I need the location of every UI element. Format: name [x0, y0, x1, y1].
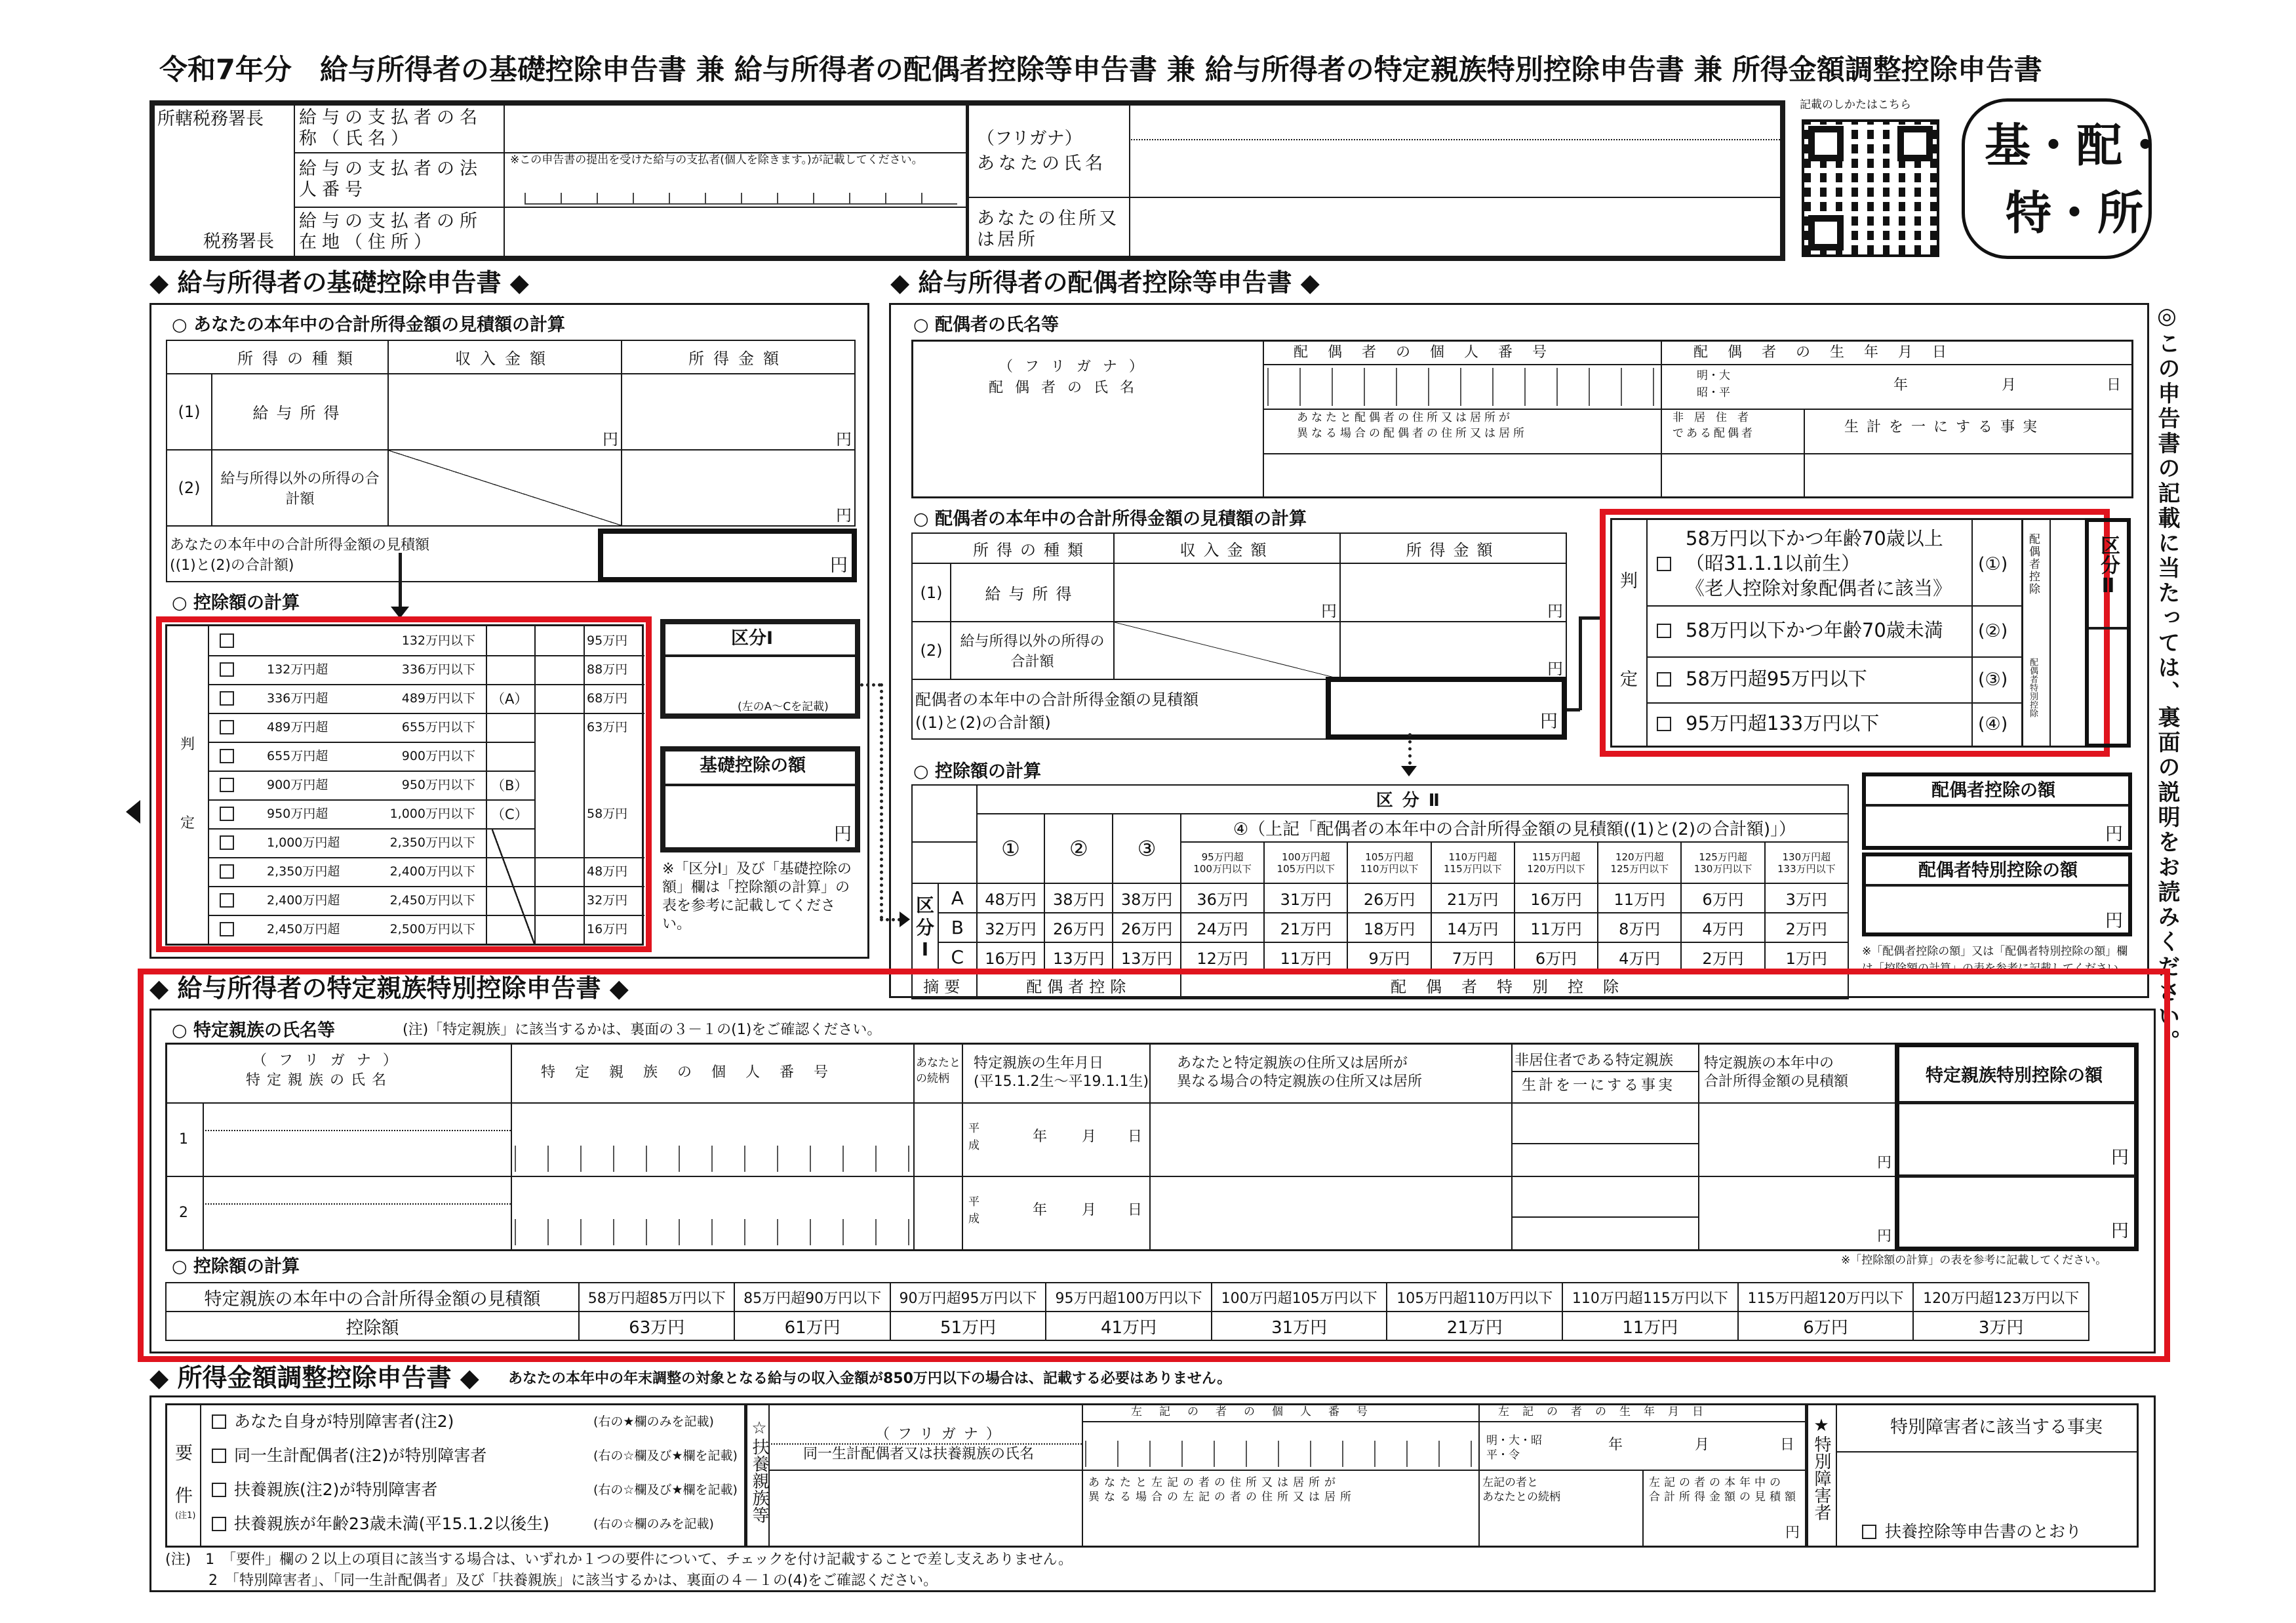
payer-number-label: 給与の支払者の法人番号 — [299, 159, 483, 200]
tokutei-1-amount-input[interactable]: 円 — [2111, 1148, 2129, 1168]
basic-judge-from: 1,000万円超 — [267, 835, 340, 850]
tokutei-range: 100万円超105万円以下 — [1212, 1283, 1387, 1312]
payer-name-label: 給与の支払者の名称（氏名） — [299, 108, 483, 149]
fact-checkbox[interactable] — [1862, 1525, 1876, 1539]
adjust-birth-input[interactable] — [1482, 1425, 1802, 1467]
adjust-item-hint: (右の☆欄のみを記載) — [593, 1517, 714, 1531]
basic-judge-from: 2,450万円超 — [267, 922, 340, 936]
spouse-deduct-cell: 14万円 — [1431, 913, 1514, 942]
basic-judge-to: 2,450万円以下 — [389, 893, 475, 908]
basic-calc-title: ○ あなたの本年中の合計所得金額の見積額の計算 — [172, 315, 565, 335]
basic-deduct-title: ○ 控除額の計算 — [172, 593, 300, 613]
tokutei-amount: 11万円 — [1562, 1312, 1738, 1340]
spouse-deduct-cell: 6万円 — [1681, 883, 1764, 913]
spouse-deduct-cell: 11万円 — [1598, 883, 1681, 913]
your-name-label: あなたの氏名 — [977, 153, 1107, 174]
haigu-toku-input[interactable]: 円 — [2105, 911, 2123, 931]
basic-judge-checkbox[interactable] — [220, 749, 234, 763]
basic-judge-to: 2,400万円以下 — [389, 864, 475, 879]
basic-mark-b: （B） — [491, 778, 528, 793]
spouse-deduct-cell: 4万円 — [1681, 913, 1764, 942]
spouse-deduct-cell: 31万円 — [1264, 883, 1347, 913]
spouse-deduct-cell: 11万円 — [1264, 942, 1347, 972]
spouse-judge-4-checkbox[interactable] — [1657, 717, 1671, 731]
basic-judge-checkbox[interactable] — [220, 720, 234, 734]
basic-judge-checkbox[interactable] — [220, 778, 234, 792]
tokutei-2-rel-input[interactable] — [916, 1180, 959, 1247]
spouse-deduct-cell: 2万円 — [1765, 913, 1848, 942]
spouse-range-5: 120万円超 125万円以下 — [1598, 842, 1681, 883]
tokutei-amount: 61万円 — [734, 1312, 890, 1340]
spouse-range-6: 125万円超 130万円以下 — [1681, 842, 1764, 883]
form-badge: 基・配・ 特・所 — [1962, 98, 2152, 259]
adjust-item-hint: (右の☆欄及び★欄を記載) — [593, 1449, 738, 1463]
spouse-samelife-input[interactable] — [1808, 457, 2129, 494]
spouse-judge-1-checkbox[interactable] — [1657, 557, 1671, 571]
basic-judge-checkbox[interactable] — [220, 807, 234, 821]
spouse-deduct-cell: 26万円 — [1347, 883, 1431, 913]
spouse-deduct-cell: 9万円 — [1347, 942, 1431, 972]
adjust-name-input[interactable] — [772, 1473, 1079, 1542]
kubun2-input[interactable] — [2090, 631, 2126, 744]
spouse-number-input[interactable] — [1267, 368, 1657, 406]
spouse-name-table: （フリガナ） 配偶者の氏名 配偶者の個人番号 配偶者の生年月日 明・大 昭・平 年 月 日 あなたと配偶者の住所又は居所が 異なる場合の配偶者の住所又は居所 非居住者 である配偶者 生計を一にする事実 — [911, 340, 2133, 498]
spouse-deduct-cell: 38万円 — [1044, 883, 1113, 913]
your-furigana-label: （フリガナ） — [977, 129, 1082, 149]
spouse-deduct-cell: 8万円 — [1598, 913, 1681, 942]
basic-salary-income[interactable]: 円 — [388, 374, 622, 450]
tokutei-range: 58万円超85万円以下 — [579, 1283, 734, 1312]
adjust-income-input[interactable]: 円 — [1785, 1525, 1800, 1541]
tokutei-section-title: ◆ 給与所得者の特定親族特別控除申告書 ◆ — [149, 974, 629, 1003]
tokutei-2-address-input[interactable] — [1153, 1180, 1507, 1247]
tokutei-2-name-input[interactable] — [207, 1207, 508, 1247]
spouse-section-title: ◆ 給与所得者の配偶者控除等申告書 ◆ — [890, 268, 1320, 297]
tokutei-amount: 41万円 — [1046, 1312, 1212, 1340]
spouse-name-input[interactable] — [919, 414, 1258, 492]
tokutei-amount: 21万円 — [1387, 1312, 1562, 1340]
qr-code[interactable] — [1802, 119, 1939, 257]
tokutei-2-income-input[interactable] — [1701, 1180, 1891, 1247]
tokutei-range: 95万円超100万円以下 — [1046, 1283, 1212, 1312]
spouse-income-table: 所得の種類 収入金額 所得金額 (1) 給与所得 円 円 (2) 給与所得以外の所得の合計額 円 配偶者の本年中の合計所得金額の見積額 ((1)と(2)の合計額) — [911, 532, 1567, 740]
tokutei-1-rel-input[interactable] — [916, 1106, 959, 1173]
adjust-subtitle: あなたの本年中の年末調整の対象となる給与の収入金額が850万円以下の場合は、記載する必要はありません。 — [508, 1371, 1232, 1387]
office-suffix: 税務署長 — [203, 231, 274, 252]
spouse-note: ※「配偶者控除の額」又は「配偶者特別控除の額」欄は「控除額の計算」の表を参考に記載してください。 — [1862, 945, 2129, 975]
spouse-range-7: 130万円超 133万円以下 — [1765, 842, 1848, 883]
tokutei-range: 90万円超95万円以下 — [890, 1283, 1046, 1312]
spouse-range-1: 100万円超 105万円以下 — [1264, 842, 1347, 883]
spouse-deduct-cell: 4万円 — [1598, 942, 1681, 972]
spouse-deduct-cell: 26万円 — [1044, 913, 1113, 942]
spouse-deduct-cell: 48万円 — [977, 883, 1045, 913]
spouse-total-input[interactable]: 円 — [1326, 677, 1567, 740]
basic-judge-from: 336万円超 — [267, 691, 328, 706]
spouse-address-input[interactable] — [1267, 457, 1657, 494]
spouse-deduct-cell: 1万円 — [1765, 942, 1848, 972]
spouse-deduct-cell: 7万円 — [1431, 942, 1514, 972]
adjust-note-1: (注) 1 「要件」欄の２以上の項目に該当する場合は、いずれか１つの要件について、チェックを付け記載することで差し支えありません。 — [165, 1552, 1073, 1568]
basic-section-title: ◆ 給与所得者の基礎控除申告書 ◆ — [149, 268, 529, 297]
adjust-item-label: 扶養親族が年齢23歳未満(平15.1.2以後生) — [234, 1514, 549, 1533]
basic-judge-to: 2,350万円以下 — [389, 835, 475, 850]
spouse-range-2: 105万円超 110万円以下 — [1347, 842, 1431, 883]
payer-note: ※この申告書の提出を受けた給与の支払者(個人を除きます。)が記載してください。 — [510, 153, 923, 167]
basic-judge-checkbox[interactable] — [220, 691, 234, 706]
basic-judge-checkbox[interactable] — [220, 922, 234, 936]
spouse-other-profit[interactable]: 円 — [1340, 622, 1566, 680]
basic-judge-amount: 58万円 — [587, 807, 628, 821]
basic-judge-amount: 16万円 — [587, 922, 628, 936]
tax-declaration-form: 令和7年分 給与所得者の基礎控除申告書 兼 給与所得者の配偶者控除等申告書 兼 給与所得者の特定親族特別控除申告書 兼 所得金額調整控除申告書 所轄税務署長 税務署長 給与の支払者の名称（氏名） ※この申告書の提出を受けた給与の支払者(個人を除きます。)が記載してください。 給与の支払者の法人番号 給与の支払者の所在地（住所） （フリガナ） あなたの氏名 あなたの住所又は居所 記載のしかたはこちら 基・配・ 特・所 ◆ 給与所得者の基礎控除申告書 ◆ ○ あなたの本年中の合計所得金額の見積額の計算 所得の種類 収入金額 所得金額 (1) 給与所得 円 円 (2) 給与所得以外の所得の合計額 円 あなたの本年中の合計所得金額の見積額 ((1)と(2)の合計額) 円 ○ 控除額の計算 判 定 132万円以下 95万円 132万円超 336万円以下 88万円 336万円超 489万円以下 68万円 489万円超 655万円以下 63万円 655万円超 900万円以下 900万円超 950万円以下 950万円超 1,000万円以下 58万円 1,000万円超 2,350万円以下 2,350万円超 2,400万円以下 48万円 2,400万円超 2,450万円以下 32万円 2,450万円超 2,500万円以下 16万円 （A） （B） （C） 区分Ⅰ (左のA～Cを記載) 基礎控除の額 円 ※「区分Ⅰ」及び「基礎控除の額」欄は「控除額の計算」の表を参考に記載してください。 ◆ 給与所得者の配偶者控除等申告書 ◆ ○ 配偶者の氏名等 （フリガナ） 配偶者の氏名 配偶者の個人番号 配偶者の生年月日 明・大 昭・平 年 月 日 あなたと配偶者の住所又は居所が 異なる場合の配偶者の住所又は居所 非居住者 である配偶者 生計を一にする事実 ○ 配偶者の本年中の合計所得金額の見積額の計算 所得の種類 収入金額 所得金額 (1) 給与所得 円 円 (2) 給与所得以外の所得の合計額 円 配偶者の本年中の合計所得金額の見積額 ((1)と(2)の合計額) 円 判 定 58万円以下かつ年齢70歳以上 （昭31.1.1以前生） 《老人控除対象配偶者に該当》 58万円以下かつ年齢70歳未満 58万円超95万円以下 95万円超133万円以下 (①) (②) (③) (④) 配偶者控除 配偶者特別控除 区分Ⅱ ○ 控除額の計算 区分Ⅱ ① ② ③ ④（上記「配偶者の本年中の合計所得金額の見積額((1)と(2)の合計額)」） 95万円超 100万円以下 100万円超 105万円以下 105万円超 110万円以下 110万円超 115万円以下 115万円超 120万円以下 120万円超 125万円以下 125万円超 130万円以下 130万円超 133万円以下 区 分 Ⅰ A 48万円 38万円 38万円 36万円 31万円 26万円 21万円 16万円 11万円 6万円 3万円 B 32万円 26万円 26万円 24万円 21万円 18万円 14万円 11万円 8万円 4万円 2万円 C 16万円 13万円 13万円 12万円 11万円 9万円 7万円 6万円 4万円 2万円 1万円 摘要 配偶者控除 配偶者特別控除 配偶者控除の額 円 配偶者特別控除の額 円 ※「配偶者控除の額」又は「配偶者特別控除の額」欄は「控除額の計算」の表を参考に記載してください。 ◎この申告書の記載に当たっては、裏面の説明をお読みください。 ◆ 給与所得者の特定親族特別控除申告書 ◆ ○ 特定親族の氏名等 (注)「特定親族」に該当するかは、裏面の３－１の(1)をご確認ください。 （フリガナ） 特定親族の氏名 特定親族の個人番号 あなたと の続柄 特定親族の生年月日 (平15.1.2生～平19.1.1生) あなたと特定親族の住所又は居所が 異なる場合の特定親族の住所又は居所 非居住者である特定親族 生計を一にする事実 特定親族の本年中の 合計所得金額の見積額 1 2 平 成 年 月 日 平 成 年 月 日 円 円 特定親族特別控除の額 円 円 ※「控除額の計算」の表を参考に記載してください。 ○ 控除額の計算 特定親族の本年中の合計所得金額の見積額 58万円超85万円以下 85万円超90万円以下 90万円超95万円以下 95万円超100万円以下 100万円超105万円以下 105万円超110万円以下 110万円超115万円以下 115万円超120万円以下 120万円超123万円以下 控除額 63万円 61万円 51万円 41万円 31万円 21万円 11万円 6万円 3万円 ◆ 所得金額調整控除申告書 ◆ あなたの本年中の年末調整の対象となる給与の収入金額が850万円以下の場合は、記載する必要はありません。 要 件 (注1) あなた自身が特別障害者(注2) (右の★欄のみを記載) 同一生計配偶者(注2)が特別障害者 (右の☆欄及び★欄を記載) 扶養親族(注2)が特別障害者 (右の☆欄及び★欄を記載) 扶養親族が年齢23歳未満(平15.1.2以後生) (右の☆欄のみを記載) ☆扶養親族等 （フリガナ） 同一生計配偶者又は扶養親族の氏名 左記の者の個人番号 左記の者の生年月日 明・大・昭 平・令 年 月 日 あなたと左記の者の住所又は居所が 異なる場合の左記の者の住所又は居所 左記の者と あなたとの続柄 左記の者の本年中の 合計所得金額の見積額 円 ★特別障害者 特別障害者に該当する事実 扶養控除等申告書のとおり (注) 1 「要件」欄の２以上の項目に該当する場合は、いずれか１つの要件について、チェックを付け記載することで差し支えありません。 2 「特別障害者」、「同一生計配偶者」及び「扶養親族」に該当するかは、裏面の４－１の(4)をご確認ください。 — [0, 0, 2296, 1623]
basic-judge-to: 655万円以下 — [401, 720, 475, 734]
tokutei-1-income-input[interactable] — [1701, 1106, 1891, 1173]
spouse-salary-income[interactable]: 円 — [1114, 563, 1340, 622]
spouse-deduct-table: 区分Ⅱ ① ② ③ ④（上記「配偶者の本年中の合計所得金額の見積額((1)と(2)の合計額)」） 95万円超 100万円以下 100万円超 105万円以下 105万円超 110万円以下 110万円超 115万円以下 115万円超 120万円以下 120万円超 125万円以下 125万円超 130万円以下 130万円超 133万円以下 区 分 Ⅰ A 48万円 38万円 38万円 36万円 31万円 26万円 21万円 16万円 11万円 6万円 3万円 B 32万円 26万円 26万円 24万円 21万円 18万円 14万円 11万円 8万円 4万円 2万円 C 16万円 13万円 13万円 12万円 11万円 9万円 7万円 6万円 4万円 2万円 1万円 摘要 配偶者控除 配偶者特別控除 — [911, 784, 1849, 999]
spouse-deduct-cell: 24万円 — [1181, 913, 1264, 942]
spouse-deduct-cell: 26万円 — [1113, 913, 1181, 942]
payer-address-input[interactable] — [510, 211, 956, 257]
tokutei-range: 110万円超115万円以下 — [1562, 1283, 1738, 1312]
adjust-table: 要 件 (注1) あなた自身が特別障害者(注2) (右の★欄のみを記載) 同一生計配偶者(注2)が特別障害者 (右の☆欄及び★欄を記載) 扶養親族(注2)が特別障害者 (右の☆欄及び★欄を記載) 扶養親族が年齢23歳未満(平15.1.2以後生) (右の☆欄のみを記載) ☆扶養親族等 （フリガナ） 同一生計配偶者又は扶養親族の氏名 左記の者の個人番号 左記の者の生年月日 明・大・昭 平・令 年 月 日 あなたと左記の者の住所又は居所が 異なる場合の左記の者の住所又は居所 左記の者と あなたとの続柄 左記の者の本年中の 合計所得金額の見積額 円 ★特別障害者 特別障害者に該当する事実 扶養控除等申告書のとおり — [165, 1403, 2139, 1548]
adjust-note-2: 2 「特別障害者」、「同一生計配偶者」及び「扶養親族」に該当するかは、裏面の４－１の(4)をご確認ください。 — [208, 1573, 938, 1589]
tokutei-amount-box: 特定親族特別控除の額 円 円 — [1895, 1043, 2139, 1251]
tokutei-range: 85万円超90万円以下 — [734, 1283, 890, 1312]
adjust-address-input[interactable] — [1085, 1508, 1476, 1543]
spouse-deduct-cell: 16万円 — [1514, 883, 1598, 913]
spouse-deduct-cell: 12万円 — [1181, 942, 1264, 972]
basic-judge-amount: 63万円 — [587, 720, 628, 734]
tokutei-range: 120万円超123万円以下 — [1913, 1283, 2089, 1312]
spouse-deduct-cell: 2万円 — [1681, 942, 1764, 972]
spouse-range-0: 95万円超 100万円以下 — [1181, 842, 1264, 883]
basic-judge-from: 950万円超 — [267, 807, 328, 821]
payer-address-label: 給与の支払者の所在地（住所） — [299, 211, 483, 252]
tokutei-range: 115万円超120万円以下 — [1738, 1283, 1914, 1312]
qr-label: 記載のしかたはこちら — [1800, 98, 1911, 111]
form-title: 令和7年分 給与所得者の基礎控除申告書 兼 給与所得者の配偶者控除等申告書 兼 給与所得者の特定親族特別控除申告書 兼 所得金額調整控除申告書 — [159, 54, 2042, 87]
basic-total-input[interactable]: 円 — [598, 529, 857, 582]
adjust-item-checkbox[interactable] — [212, 1449, 226, 1463]
adjust-item-checkbox[interactable] — [212, 1517, 226, 1531]
basic-salary-profit[interactable]: 円 — [622, 374, 855, 450]
office-label: 所轄税務署長 — [157, 109, 264, 129]
basic-judge-checkbox[interactable] — [220, 662, 234, 677]
spouse-birth-input[interactable] — [1733, 367, 2126, 406]
tokutei-1-number-input[interactable] — [515, 1130, 911, 1172]
tokutei-deduct-table: 特定親族の本年中の合計所得金額の見積額 58万円超85万円以下 85万円超90万円以下 90万円超95万円以下 95万円超100万円以下 100万円超105万円以下 105万円超110万円以下 110万円超115万円以下 115万円超120万円以下 120万円超123万円以下 控除額 63万円 61万円 51万円 41万円 31万円 21万円 11万円 6万円 3万円 — [165, 1282, 2089, 1341]
basic-judge-checkbox[interactable] — [220, 633, 234, 648]
kiso-input[interactable]: 円 — [834, 824, 852, 845]
tokutei-amount: 3万円 — [1913, 1312, 2089, 1340]
adjust-item-label: 同一生計配偶者(注2)が特別障害者 — [234, 1446, 487, 1465]
spouse-deduct-cell: 18万円 — [1347, 913, 1431, 942]
spouse-deduct-cell: 16万円 — [977, 942, 1045, 972]
tokutei-2-nonres-input[interactable] — [1515, 1180, 1695, 1214]
adjust-number-input[interactable] — [1085, 1425, 1476, 1467]
spouse-deduct-cell: 21万円 — [1431, 883, 1514, 913]
basic-judge-checkbox[interactable] — [220, 893, 234, 908]
basic-judge-from: 2,400万円超 — [267, 893, 340, 908]
basic-mark-a: （A） — [491, 691, 528, 707]
tokutei-amount: 6万円 — [1738, 1312, 1914, 1340]
spouse-nonres-input[interactable] — [1665, 457, 1799, 494]
haigu-input[interactable]: 円 — [2105, 824, 2123, 845]
basic-mark-c: （C） — [491, 807, 528, 822]
basic-judge-amount: 88万円 — [587, 662, 628, 677]
basic-judge-amount: 48万円 — [587, 864, 628, 879]
adjust-item-hint: (右の☆欄及び★欄を記載) — [593, 1483, 738, 1497]
adjust-item-hint: (右の★欄のみを記載) — [593, 1414, 714, 1429]
adjust-section-title: ◆ 所得金額調整控除申告書 ◆ — [149, 1363, 479, 1392]
haigu-toku-box: 配偶者特別控除の額 円 — [1862, 852, 2132, 936]
payer-name-input[interactable] — [510, 106, 956, 146]
tokutei-2-amount-input[interactable]: 円 — [2111, 1221, 2129, 1241]
left-arrow-icon — [126, 800, 140, 824]
tokutei-amount: 63万円 — [579, 1312, 734, 1340]
side-note: ◎この申告書の記載に当たっては、裏面の説明をお読みください。 — [2154, 303, 2180, 1054]
spouse-range-4: 115万円超 120万円以下 — [1514, 842, 1598, 883]
basic-judge-to: 900万円以下 — [401, 749, 475, 763]
basic-judge-to: 1,000万円以下 — [389, 807, 475, 821]
kubun2-box: 区分Ⅱ — [2085, 518, 2131, 748]
spouse-salary-profit[interactable]: 円 — [1340, 563, 1566, 622]
basic-other-profit[interactable]: 円 — [622, 450, 855, 526]
tokutei-2-number-input[interactable] — [515, 1203, 911, 1245]
spouse-deduct-cell: 32万円 — [977, 913, 1045, 942]
tokutei-1-address-input[interactable] — [1153, 1106, 1507, 1173]
payer-number-input[interactable] — [525, 177, 957, 205]
basic-judge-to: 489万円以下 — [401, 691, 475, 706]
basic-income-table: 所得の種類 収入金額 所得金額 (1) 給与所得 円 円 (2) 給与所得以外の所得の合計額 円 あなたの本年中の合計所得金額の見積額 ((1)と(2)の合計額) — [166, 340, 856, 582]
basic-judge-checkbox[interactable] — [220, 864, 234, 879]
adjust-item-label: あなた自身が特別障害者(注2) — [234, 1412, 454, 1431]
basic-judge-amount: 68万円 — [587, 691, 628, 706]
your-name-input[interactable] — [1134, 144, 1777, 193]
basic-note: ※「区分Ⅰ」及び「基礎控除の額」欄は「控除額の計算」の表を参考に記載してください。 — [662, 861, 852, 932]
basic-judge-to: 336万円以下 — [401, 662, 475, 677]
adjust-item-checkbox[interactable] — [212, 1483, 226, 1497]
basic-judge-checkbox[interactable] — [220, 835, 234, 850]
spouse-judge-3-checkbox[interactable] — [1657, 672, 1671, 687]
basic-judge-from: 900万円超 — [267, 778, 328, 792]
tokutei-range: 105万円超110万円以下 — [1387, 1283, 1562, 1312]
haigu-box: 配偶者控除の額 円 — [1862, 772, 2132, 850]
spouse-deduct-cell: 13万円 — [1113, 942, 1181, 972]
basic-judge-from: 489万円超 — [267, 720, 328, 734]
spouse-deduct-cell: 3万円 — [1765, 883, 1848, 913]
spouse-deduct-cell: 38万円 — [1113, 883, 1181, 913]
adjust-item-checkbox[interactable] — [212, 1414, 226, 1429]
spouse-deduct-cell: 21万円 — [1264, 913, 1347, 942]
spouse-deduct-cell: 6万円 — [1514, 942, 1598, 972]
basic-judge-from: 655万円超 — [267, 749, 328, 763]
basic-judge-to: 132万円以下 — [401, 633, 475, 648]
basic-judge-to: 2,500万円以下 — [389, 922, 475, 936]
basic-judge-table: 判 定 132万円以下 95万円 132万円超 336万円以下 88万円 336万円超 489万円以下 68万円 489万円超 655万円以下 63万円 655万円超 900万円以下 900万円超 950万円以下 950万円超 1,000万円以下 58万円 1,000万円超 2,350万円以下 2,350万円超 2,400万円以下 48万円 2,400万円超 2,450万円以下 32万円 2,450万円超 2,500万円以下 16万円 （A） （B） （C） — [165, 624, 644, 946]
tokutei-amount: 51万円 — [890, 1312, 1046, 1340]
tokutei-1-name-input[interactable] — [207, 1134, 508, 1173]
tokutei-amount: 31万円 — [1212, 1312, 1387, 1340]
spouse-deduct-cell: 11万円 — [1514, 913, 1598, 942]
your-address-input[interactable] — [1134, 201, 1777, 257]
adjust-item-label: 扶養親族(注2)が特別障害者 — [234, 1480, 438, 1499]
your-address-label: あなたの住所又は居所 — [977, 209, 1119, 250]
spouse-range-3: 110万円超 115万円以下 — [1431, 842, 1514, 883]
basic-judge-amount: 95万円 — [587, 633, 628, 648]
basic-judge-amount: 32万円 — [587, 893, 628, 908]
spouse-deduct-cell: 13万円 — [1044, 942, 1113, 972]
basic-judge-from: 132万円超 — [267, 662, 328, 677]
basic-judge-to: 950万円以下 — [401, 778, 475, 792]
tokutei-1-nonres-input[interactable] — [1515, 1106, 1695, 1140]
spouse-judge-table: 判 定 58万円以下かつ年齢70歳以上 （昭31.1.1以前生） 《老人控除対象配偶者に該当》 58万円以下かつ年齢70歳未満 58万円超95万円以下 95万円超133万円以下 (①) (②) (③) (④) — [1610, 518, 2023, 748]
spouse-deduct-cell: 36万円 — [1181, 883, 1264, 913]
basic-judge-from: 2,350万円超 — [267, 864, 340, 879]
tokutei-table: （フリガナ） 特定親族の氏名 特定親族の個人番号 あなたと の続柄 特定親族の生年月日 (平15.1.2生～平19.1.1生) あなたと特定親族の住所又は居所が 異なる場合の特定親族の住所又は居所 非居住者である特定親族 生計を一にする事実 特定親族の本年中の 合計所得金額の見積額 1 2 平 成 年 月 日 平 成 年 月 日 円 円 — [165, 1043, 2139, 1251]
spouse-judge-2-checkbox[interactable] — [1657, 624, 1671, 638]
adjust-rel-input[interactable] — [1482, 1508, 1640, 1543]
